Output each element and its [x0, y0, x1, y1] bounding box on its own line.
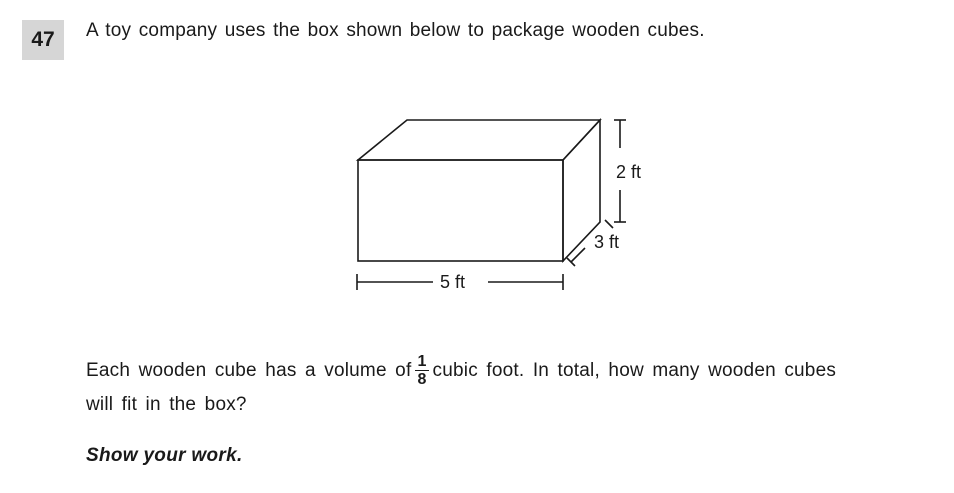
question-body — [86, 348, 916, 420]
fraction-numerator: 1 — [417, 353, 427, 370]
question-text-part2b: will fit in the box? — [86, 394, 247, 415]
height-label: 2 ft — [616, 162, 642, 182]
depth-label: 3 ft — [594, 232, 620, 252]
width-label: 5 ft — [440, 272, 466, 292]
question-text-part1: Each wooden cube has a volume of — [86, 360, 412, 381]
box-top-face — [358, 120, 600, 160]
instruction-text: Show your work. — [86, 445, 243, 466]
box-front-face — [358, 160, 563, 261]
question-body-line-1 — [86, 348, 916, 394]
question-text-part2a: cubic foot. In total, how many wooden cubes — [432, 360, 837, 381]
question-number: 47 — [31, 28, 55, 51]
question-prompt: A toy company uses the box shown below to package wooden cubes. — [86, 20, 705, 41]
fraction-denominator: 8 — [417, 371, 427, 388]
fraction-one-eighth — [415, 354, 428, 388]
